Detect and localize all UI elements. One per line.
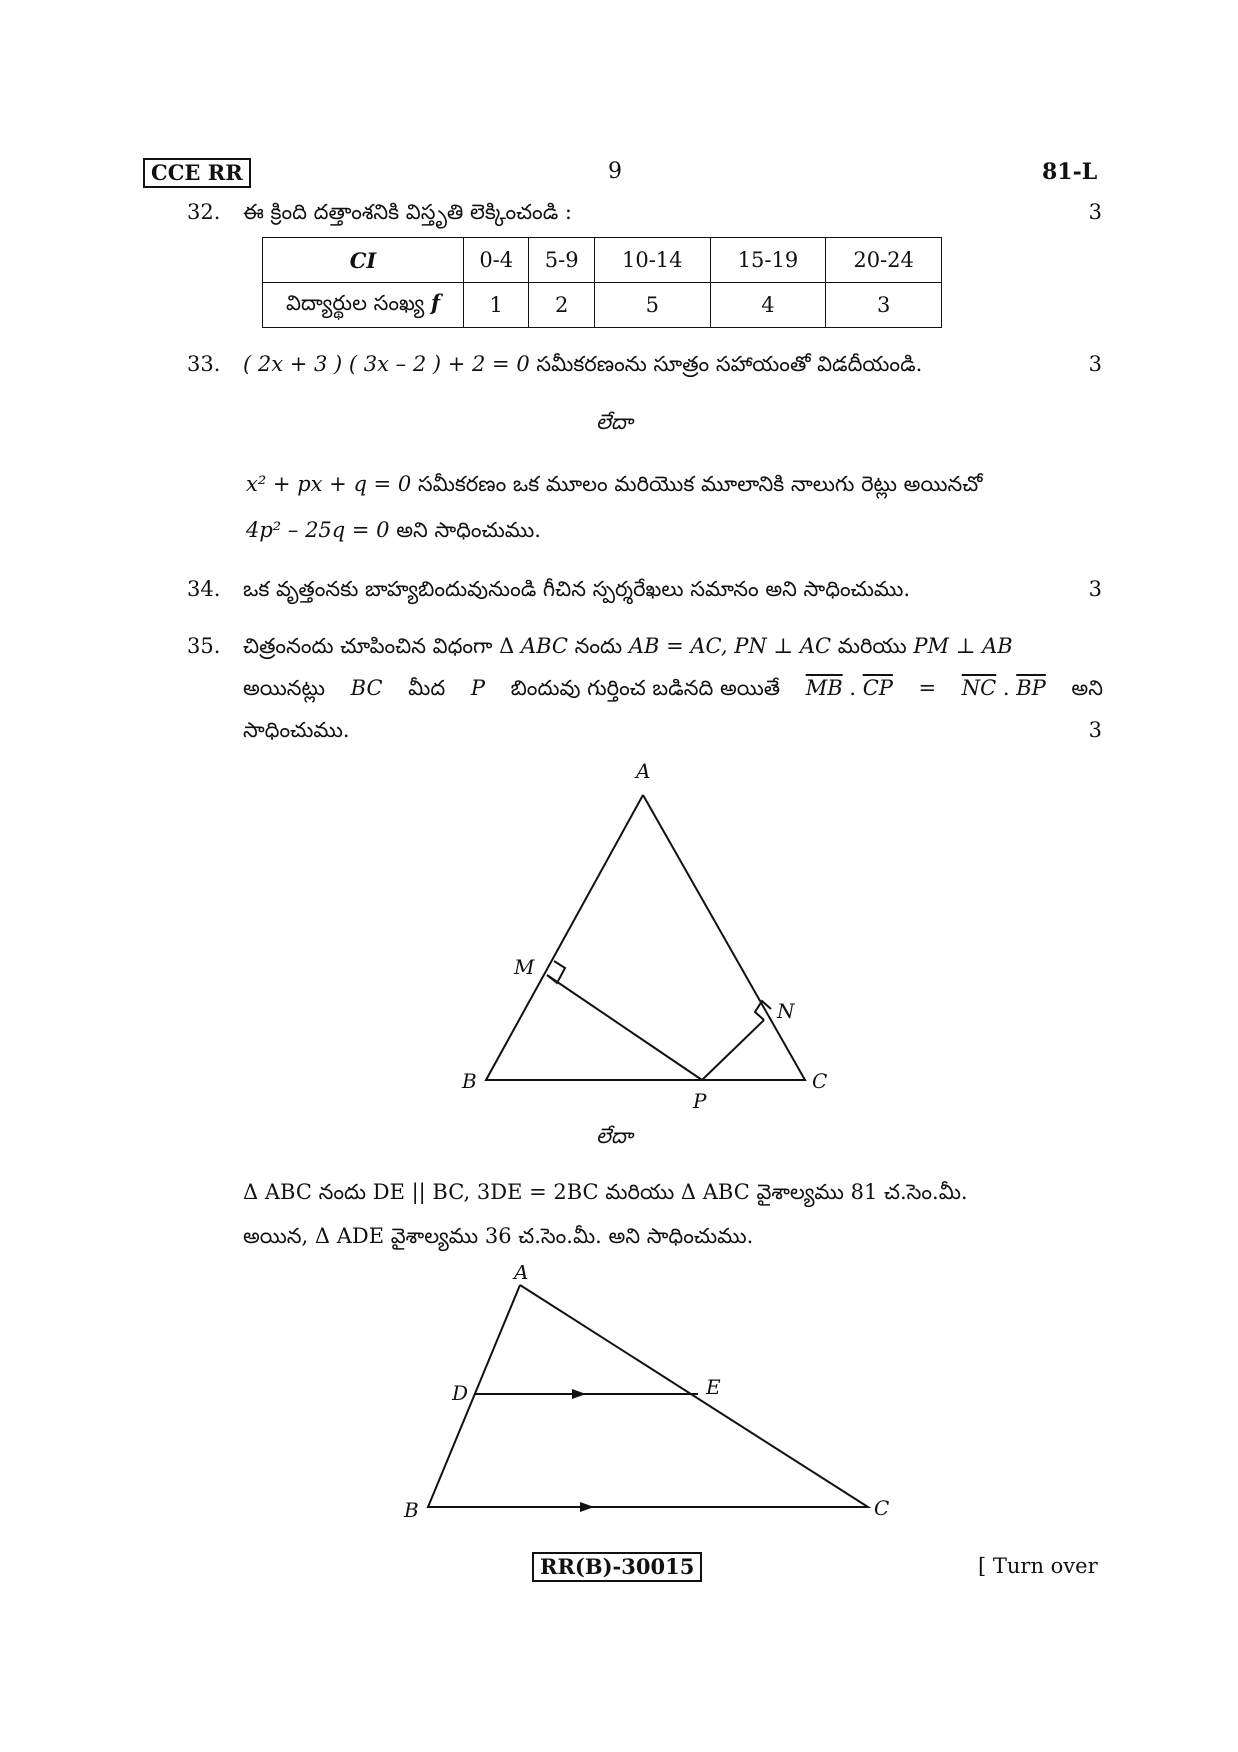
segment-pn [702,1020,764,1080]
q35-line2-product-left: $\overline{MB}$ . $\overline{CP}$ [805,676,893,700]
q34-marks: 3 [1088,577,1102,601]
q35-line1-pre: చిత్రంనందు చూపించిన విధంగా Δ [243,634,515,658]
q35-alt-line1: Δ ABC నందు DE || BC, 3DE = 2BC మరియు Δ ABC వైశాల్యము 81 చ.సెం.మీ. [243,1180,968,1204]
table-cell: 1 [464,283,529,328]
label-e2: E [706,1375,721,1399]
label-a2: A [514,1265,529,1284]
label-c2: C [874,1496,890,1520]
segment-pm [547,975,702,1080]
page-number: 9 [608,159,622,184]
q35-line2-ani: అని [1071,676,1103,700]
table-header-cell: CI [263,238,464,283]
header-code-left: CCE RR [143,158,251,188]
q35-line1-abc: ABC [520,634,568,658]
frequency-table [262,237,942,328]
table-header-cell: 20-24 [826,238,942,283]
label-b2: B [404,1498,419,1522]
arrow-bc [580,1502,594,1512]
q35-line1-mariyu: మరియు [837,634,907,658]
triangle-outline-2 [428,1285,868,1507]
q33-alt-text1: సమీకరణం ఒక మూలం మరియొక మూలానికి నాలుగు రెట్లు అయినచో [417,472,983,496]
q33-number: 33. [187,352,221,376]
header-code-right: 81-L [1042,159,1098,185]
q35-marks: 3 [1088,718,1102,742]
footer-code: RR(B)-30015 [532,1552,702,1582]
table-row-label: విద్యార్థుల సంఖ్య f [263,283,464,328]
q33-or-label: లేదా [596,410,633,434]
q35-line2-product-right: $\overline{NC}$ . $\overline{BP}$ [961,676,1046,700]
label-n: N [777,999,795,1023]
label-a: A [636,759,651,783]
q33-alt-line1 [246,470,982,498]
q35-line2-c: బిందువు గుర్తించ బడినది అయితే [510,676,781,700]
q35-line1-pm: PM ⊥ AB [913,634,1013,658]
q33-text: సమీకరణంను సూత్రం సహాయంతో విడదీయండి. [536,352,923,376]
q33-alt-line2 [246,516,541,544]
arrow-de [572,1389,586,1399]
q35-line2-b: మీద [408,676,446,700]
triangle-outline [486,795,805,1080]
q35-line3: సాధించుము. [243,718,350,742]
q35-alt-line2: అయిన, Δ ADE వైశాల్యము 36 చ.సెం.మీ. అని సాధించుము. [243,1224,754,1248]
q35-line2-a: అయినట్లు [243,676,326,700]
q35-line1-eq: AB = AC, PN ⊥ AC [628,634,832,658]
table-header-cell: 10-14 [594,238,710,283]
triangle-abc-figure [450,750,850,1120]
q35-line1 [243,632,1013,660]
table-header-cell: 0-4 [464,238,529,283]
turn-over: [ Turn over [978,1554,1098,1578]
table-cell: 3 [826,283,942,328]
table-row [263,283,942,328]
table-cell: 5 [594,283,710,328]
table-header-row [263,238,942,283]
q32-marks: 3 [1088,200,1102,224]
q33-line [243,350,922,378]
q35-line2-bc: BC [350,676,383,700]
triangle-ade-figure [400,1265,900,1535]
q33-equation: ( 2x + 3 ) ( 3x – 2 ) + 2 = 0 [243,352,530,376]
table-cell: 2 [529,283,594,328]
label-d2: D [452,1381,469,1405]
label-c: C [812,1069,828,1093]
q33-alt-eq1: x² + px + q = 0 [246,472,412,496]
q34-number: 34. [187,577,221,601]
q35-or-label: లేదా [596,1124,633,1148]
q33-marks: 3 [1088,352,1102,376]
table-header-cell: 15-19 [710,238,826,283]
q35-line2: అయినట్లు BC మీద P బిందువు గుర్తించ బడినది అయితే $\overline{MB}$ . $\overline{CP}$ = $\overline{NC}$ . $\overline{BP}$ అని [243,676,1103,700]
label-m: M [514,955,535,979]
q32-text: ఈ క్రింది దత్తాంశనికి విస్తృతి లెక్కించండి : [243,200,572,224]
q33-alt-text2: అని సాధించుము. [396,518,541,542]
q33-alt-eq2: 4p² – 25q = 0 [246,518,390,542]
q35-number: 35. [187,634,221,658]
table-cell: 4 [710,283,826,328]
q35-line1-nandu: నందు [574,634,623,658]
q35-line2-p: P [470,676,485,700]
q32-number: 32. [187,200,221,224]
q34-text: ఒక వృత్తంనకు బాహ్యబిందువునుండి గీచిన స్పర్శరేఖలు సమానం అని సాధించుము. [243,577,911,601]
label-p: P [693,1089,707,1113]
table-header-cell: 5-9 [529,238,594,283]
label-b: B [462,1069,477,1093]
